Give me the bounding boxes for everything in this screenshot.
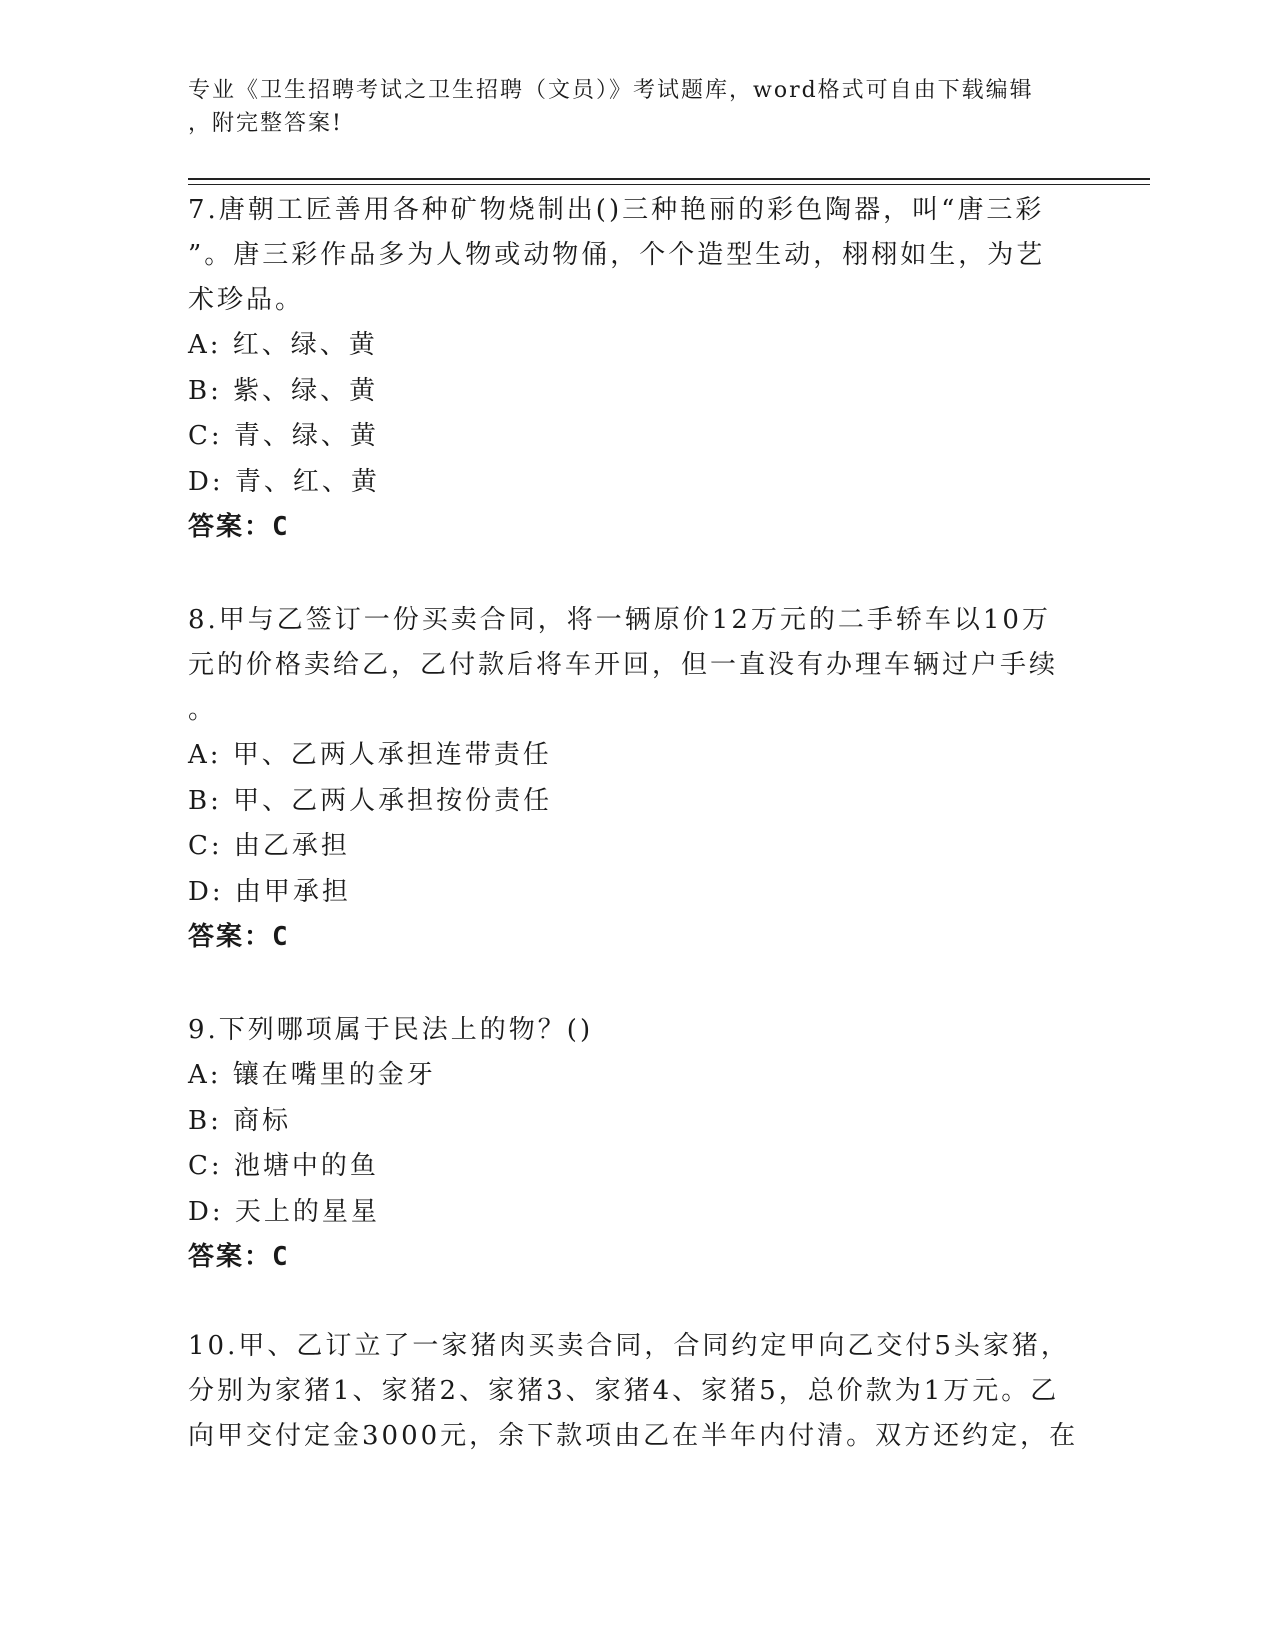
header-line-2: ，附完整答案! — [188, 111, 343, 136]
option-a: A: 红、绿、黄 — [188, 330, 378, 360]
question-stem-line: 元的价格卖给乙，乙付款后将车开回，但一直没有办理车辆过户手续 — [188, 650, 1059, 680]
option-d: D: 天上的星星 — [188, 1196, 380, 1227]
question-stem-line: 向甲交付定金3000元，余下款项由乙在半年内付清。双方还约定，在 — [188, 1421, 1079, 1451]
answer: 答案：C — [188, 1242, 290, 1272]
question-stem-line: 术珍品。 — [188, 285, 305, 315]
option-a: A: 镶在嘴里的金牙 — [188, 1060, 436, 1090]
question-stem-line: ”。唐三彩作品多为人物或动物俑，个个造型生动，栩栩如生，为艺 — [188, 240, 1046, 270]
option-b: B: 紫、绿、黄 — [188, 375, 379, 406]
question-10 — [188, 1324, 1088, 1459]
option-b: B: 商标 — [188, 1105, 292, 1136]
option-a: A: 甲、乙两人承担连带责任 — [188, 740, 552, 770]
question-8 — [188, 598, 1088, 960]
question-stem-line: 9.下列哪项属于民法上的物？() — [188, 1015, 594, 1045]
header-divider-bottom — [188, 184, 1150, 185]
option-b: B: 甲、乙两人承担按份责任 — [188, 785, 553, 816]
answer: 答案：C — [188, 512, 290, 542]
question-7 — [188, 188, 1088, 550]
question-stem-line: 。 — [188, 695, 218, 725]
option-c: C: 池塘中的鱼 — [188, 1151, 379, 1181]
question-stem-line: 7.唐朝工匠善用各种矿物烧制出()三种艳丽的彩色陶器，叫“唐三彩 — [188, 195, 1045, 225]
document-header — [188, 74, 1068, 140]
question-9 — [188, 1008, 1088, 1280]
option-c: C: 青、绿、黄 — [188, 421, 379, 451]
header-line-1: 专业《卫生招聘考试之卫生招聘（文员）》考试题库，word格式可自由下载编辑 — [188, 78, 1034, 103]
answer: 答案：C — [188, 922, 290, 952]
option-c: C: 由乙承担 — [188, 831, 350, 861]
question-stem-line: 8.甲与乙签订一份买卖合同，将一辆原价12万元的二手轿车以10万 — [188, 605, 1051, 635]
question-stem-line: 10.甲、乙订立了一家猪肉买卖合同，合同约定甲向乙交付5头家猪， — [188, 1331, 1070, 1361]
option-d: D: 由甲承担 — [188, 876, 351, 907]
option-d: D: 青、红、黄 — [188, 466, 380, 497]
header-divider-top — [188, 178, 1150, 180]
question-stem-line: 分别为家猪1、家猪2、家猪3、家猪4、家猪5，总价款为1万元。乙 — [188, 1376, 1060, 1406]
